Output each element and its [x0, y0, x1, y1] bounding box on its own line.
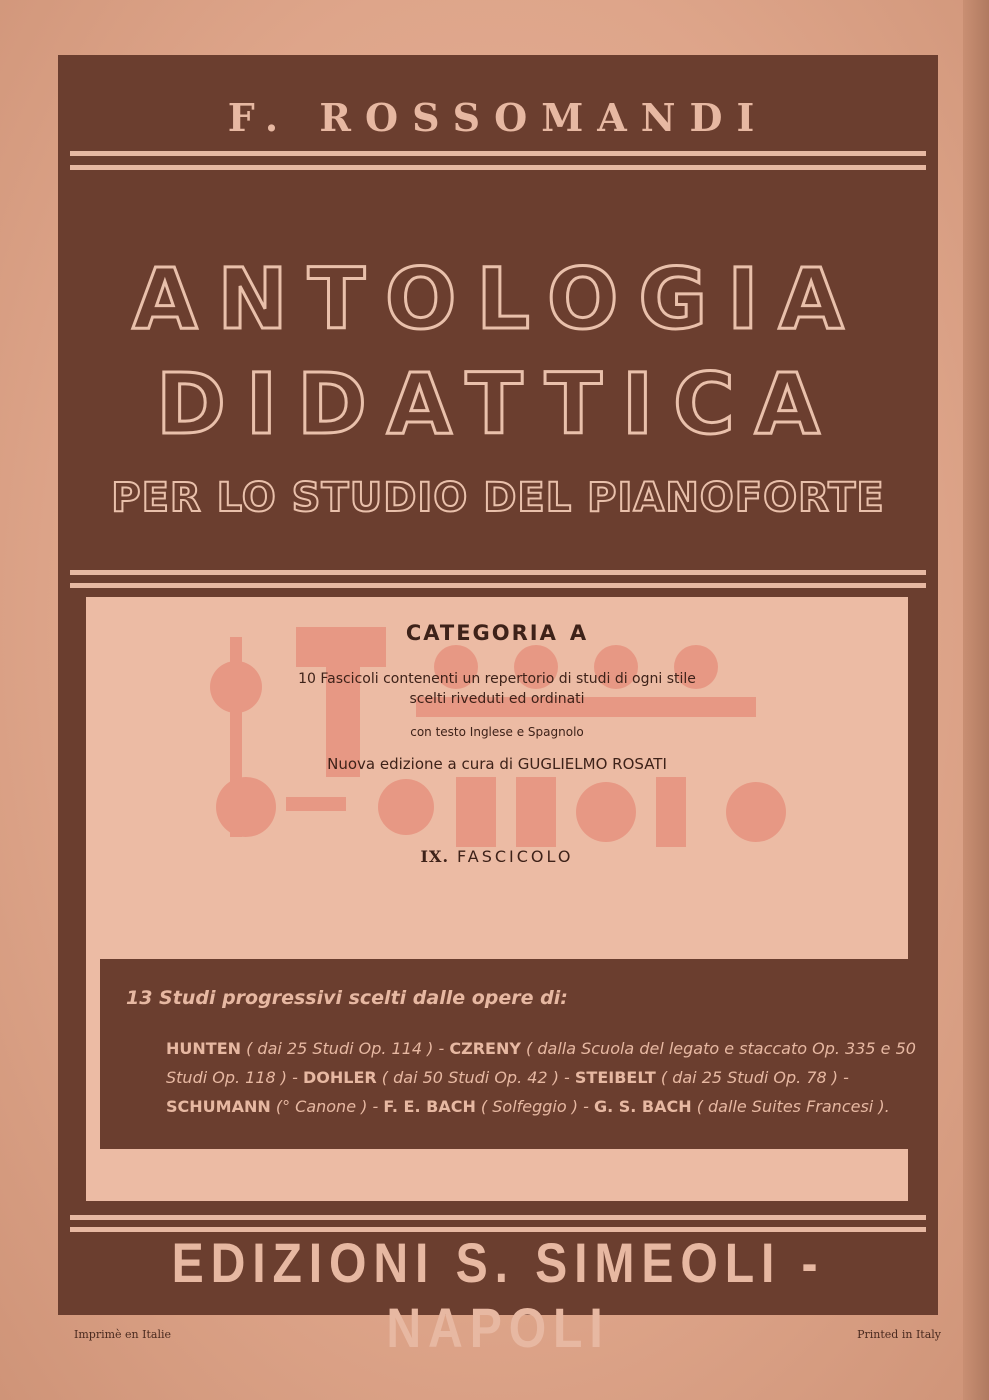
studi-row-1-text-1: ( dai 25 Studi Op. 114 ) -: [241, 1039, 450, 1058]
composer-czreny: CZRENY: [449, 1039, 521, 1058]
category-label: CATEGORIA: [405, 621, 558, 645]
rule-top-2: [70, 165, 926, 170]
footer-right: Printed in Italy: [857, 1328, 941, 1341]
subtitle: PER LO STUDIO DEL PIANOFORTE: [111, 475, 885, 521]
composer-steibelt: STEIBELT: [574, 1068, 656, 1087]
category-panel: [86, 597, 916, 1201]
studi-row-3-text-2: ( Solfeggio ) -: [475, 1097, 594, 1116]
title-line-2: DIDATTICA: [156, 355, 840, 453]
category-line-2: scelti riveduti ed ordinati: [409, 691, 585, 707]
category-letter: A: [569, 621, 589, 645]
studi-row-2-text-2: ( dai 50 Studi Op. 42 ) -: [376, 1068, 575, 1087]
rule-mid-2: [70, 583, 926, 588]
rule-top-1: [70, 151, 926, 156]
book-spine: [963, 0, 989, 1400]
studi-row-3-text-3: ( dalle Suites Francesi ).: [691, 1097, 890, 1116]
rule-bottom-1: [70, 1215, 926, 1220]
fascicolo-label: FASCICOLO: [457, 847, 574, 866]
category-line-1: 10 Fascicoli contenenti un repertorio di studi di ogni stile: [298, 671, 696, 687]
composer-fe-bach: F. E. BACH: [383, 1097, 476, 1116]
category-heading: [86, 621, 908, 645]
composer-gs-bach: G. S. BACH: [593, 1097, 692, 1116]
rule-mid-1: [70, 570, 926, 575]
composer-dohler: DOHLER: [303, 1068, 377, 1087]
studi-box: [100, 959, 916, 1149]
studi-row-1: [166, 1039, 916, 1058]
studi-row-3-text-1: (° Canone ) -: [270, 1097, 384, 1116]
publisher: EDIZIONI S. SIMEOLI - NAPOLI: [171, 1231, 825, 1359]
studi-row-2-text-1: Studi Op. 118 ) -: [166, 1068, 303, 1087]
category-line-3: con testo Inglese e Spagnolo: [410, 725, 584, 739]
footer-left: Imprimè en Italie: [74, 1328, 171, 1341]
fascicolo-number: IX.: [420, 847, 450, 866]
fascicolo: [86, 847, 908, 866]
studi-row-2-text-3: ( dai 25 Studi Op. 78 ) -: [655, 1068, 849, 1087]
studi-row-3: [166, 1097, 890, 1116]
composer-schumann: SCHUMANN: [166, 1097, 271, 1116]
title-line-1: ANTOLOGIA: [132, 250, 864, 348]
author-name: F. ROSSOMANDI: [227, 95, 769, 140]
studi-row-1-text-2: ( dalla Scuola del legato e staccato Op. 335 e 50: [520, 1039, 916, 1058]
category-line-4: Nuova edizione a cura di GUGLIELMO ROSATI: [327, 755, 667, 773]
studi-row-2: [166, 1068, 849, 1087]
composer-hunten: HUNTEN: [166, 1039, 242, 1058]
studi-heading: 13 Studi progressivi scelti dalle opere di:: [126, 987, 568, 1009]
